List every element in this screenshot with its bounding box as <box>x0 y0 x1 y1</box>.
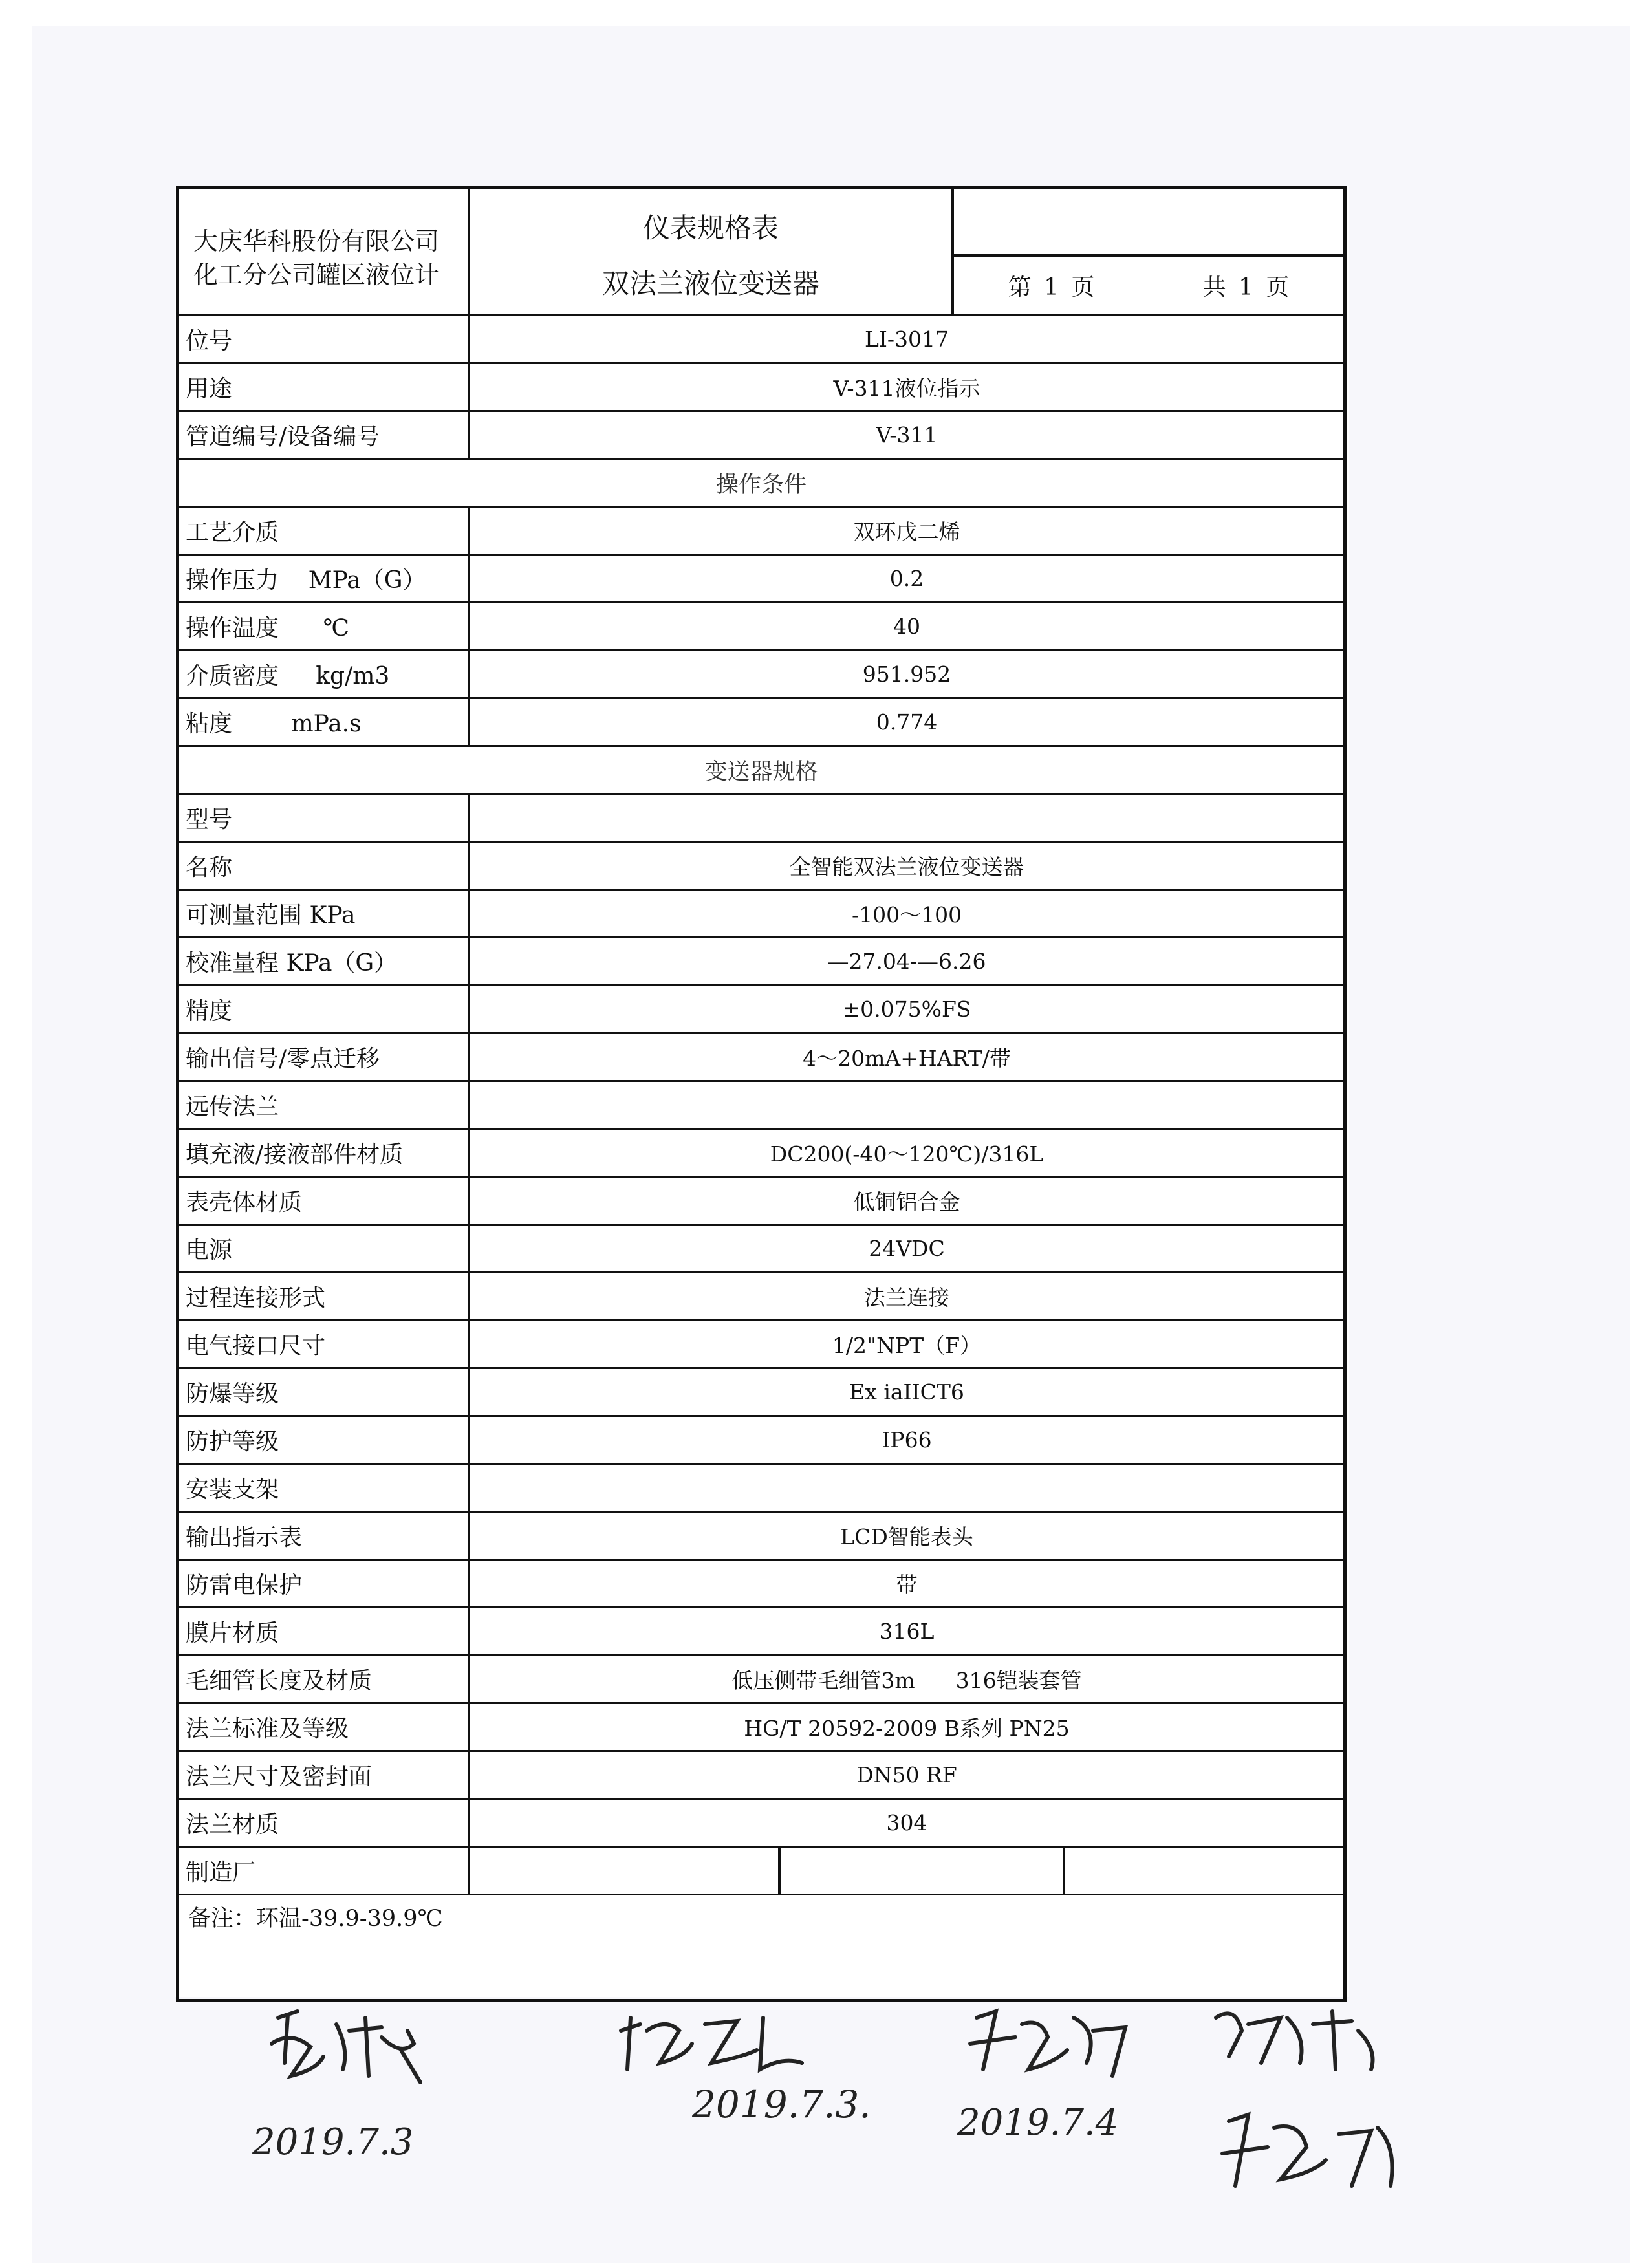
row-label: 粘度 mPa.s <box>179 699 470 745</box>
table-row <box>179 1561 1343 1608</box>
manufacturer-row <box>179 1848 1343 1895</box>
row-value: —27.04-—6.26 <box>827 949 986 974</box>
signature-1-date: 2019.7.3 <box>252 2121 414 2163</box>
row-label: 输出信号/零点迁移 <box>179 1034 470 1080</box>
row-value: V-311 <box>876 422 938 448</box>
page-cell <box>954 189 1343 314</box>
row-label: 电源 <box>179 1226 470 1271</box>
table-row <box>179 1034 1343 1082</box>
instrument-name: 双法兰液位变送器 <box>601 268 819 299</box>
row-value: 24VDC <box>869 1236 945 1261</box>
table-row <box>179 1178 1343 1226</box>
table-row <box>179 699 1343 747</box>
row-value: 法兰连接 <box>864 1285 949 1310</box>
table-row <box>179 1130 1343 1178</box>
row-value: DC200(-40～120℃)/316L <box>770 1141 1044 1167</box>
table-row <box>179 1082 1343 1130</box>
table-row <box>179 556 1343 603</box>
table-row <box>179 316 1343 364</box>
page-current: 第 1 页 <box>1008 274 1095 301</box>
operating-rows <box>179 508 1343 747</box>
row-label: 安装支架 <box>179 1465 470 1511</box>
row-value: ±0.075%FS <box>842 997 971 1022</box>
section-operating-conditions: 操作条件 <box>179 460 1343 508</box>
company-line-1: 大庆华科股份有限公司 <box>193 227 440 255</box>
row-label: 型号 <box>179 795 470 841</box>
signature-3-scribble <box>957 1992 1151 2089</box>
row-value: V-311液位指示 <box>833 376 980 401</box>
signature-2-scribble <box>608 1992 828 2082</box>
row-label: 电气接口尺寸 <box>179 1321 470 1367</box>
row-value: 双环戊二烯 <box>853 519 960 545</box>
table-row <box>179 1369 1343 1417</box>
title-cell <box>470 189 954 314</box>
row-label: 校准量程 KPa（G） <box>179 938 470 984</box>
transmitter-rows <box>179 795 1343 1848</box>
page-cell-blank <box>954 189 1343 257</box>
table-header <box>179 189 1343 316</box>
row-label: 防护等级 <box>179 1417 470 1463</box>
remarks: 备注：环温-39.9-39.9℃ <box>188 1906 443 1932</box>
table-row <box>179 1704 1343 1752</box>
row-value: 304 <box>886 1810 927 1835</box>
table-row <box>179 364 1343 412</box>
spec-table <box>176 186 1347 2002</box>
row-value: LI-3017 <box>864 327 949 352</box>
row-label: 法兰标准及等级 <box>179 1704 470 1750</box>
row-value: IP66 <box>882 1427 932 1453</box>
row-value: 951.952 <box>862 662 951 687</box>
row-value: DN50 RF <box>856 1762 957 1787</box>
table-row <box>179 603 1343 651</box>
company-line-2: 化工分公司罐区液位计 <box>193 261 440 289</box>
table-row <box>179 986 1343 1034</box>
row-label: 膜片材质 <box>179 1608 470 1654</box>
row-value: 0.774 <box>876 709 938 735</box>
table-row <box>179 1417 1343 1465</box>
page-numbers <box>954 257 1343 314</box>
table-row <box>179 412 1343 460</box>
row-label: 精度 <box>179 986 470 1032</box>
row-label: 位号 <box>179 316 470 362</box>
row-value <box>470 1465 1343 1511</box>
signature-2 <box>608 1992 871 2126</box>
row-label: 用途 <box>179 364 470 410</box>
table-row <box>179 1800 1343 1848</box>
table-row <box>179 1273 1343 1321</box>
company-cell <box>179 189 470 314</box>
row-value: HG/T 20592-2009 B系列 PN25 <box>744 1716 1070 1741</box>
table-row <box>179 891 1343 938</box>
row-value: 40 <box>893 614 920 639</box>
page-total: 共 1 页 <box>1202 274 1290 301</box>
signature-3-date: 2019.7.4 <box>957 2102 1119 2144</box>
row-label: 法兰尺寸及密封面 <box>179 1752 470 1798</box>
row-value: LCD智能表头 <box>840 1524 973 1550</box>
row-value <box>470 795 1343 841</box>
table-row <box>179 1513 1343 1561</box>
row-value: 316L <box>879 1619 935 1644</box>
table-row <box>179 843 1343 891</box>
table-row <box>179 1226 1343 1273</box>
row-label: 输出指示表 <box>179 1513 470 1559</box>
signature-4 <box>1203 1992 1436 2205</box>
row-label: 可测量范围 KPa <box>179 891 470 936</box>
table-row <box>179 795 1343 843</box>
signature-1 <box>252 1992 498 2163</box>
top-rows <box>179 316 1343 460</box>
row-value: -100～100 <box>851 902 962 927</box>
manufacturer-cell-2 <box>781 1848 1065 1894</box>
table-row <box>179 1465 1343 1513</box>
manufacturer-label: 制造厂 <box>179 1848 470 1894</box>
table-row <box>179 651 1343 699</box>
row-label: 法兰材质 <box>179 1800 470 1846</box>
row-label: 填充液/接液部件材质 <box>179 1130 470 1176</box>
row-value: 4～20mA+HART/带 <box>803 1046 1011 1071</box>
row-label: 毛细管长度及材质 <box>179 1656 470 1702</box>
signature-2-date: 2019.7.3. <box>692 2082 871 2126</box>
manufacturer-cell-3 <box>1065 1848 1343 1894</box>
row-label: 介质密度 kg/m3 <box>179 651 470 697</box>
row-label: 操作压力 MPa（G） <box>179 556 470 601</box>
row-label: 过程连接形式 <box>179 1273 470 1319</box>
row-value: 带 <box>896 1572 918 1597</box>
document-title: 仪表规格表 <box>642 212 779 244</box>
row-value: 低铜铝合金 <box>853 1189 960 1215</box>
row-label: 防爆等级 <box>179 1369 470 1415</box>
row-label: 操作温度 ℃ <box>179 603 470 649</box>
manufacturer-cell-1 <box>470 1848 781 1894</box>
section-transmitter-spec: 变送器规格 <box>179 747 1343 795</box>
table-row <box>179 1608 1343 1656</box>
row-value <box>470 1082 1343 1128</box>
signature-3 <box>957 1992 1151 2144</box>
table-row <box>179 938 1343 986</box>
row-label: 工艺介质 <box>179 508 470 554</box>
table-row <box>179 1321 1343 1369</box>
row-label: 远传法兰 <box>179 1082 470 1128</box>
signature-4-scribble <box>1203 1992 1436 2205</box>
table-row <box>179 508 1343 556</box>
row-value: 全智能双法兰液位变送器 <box>789 854 1024 880</box>
row-value: 0.2 <box>889 566 924 591</box>
row-label: 名称 <box>179 843 470 889</box>
row-label: 管道编号/设备编号 <box>179 412 470 458</box>
row-value: Ex iaIICT6 <box>849 1379 964 1405</box>
table-row <box>179 1752 1343 1800</box>
table-row <box>179 1656 1343 1704</box>
row-value: 1/2"NPT（F） <box>832 1333 982 1358</box>
row-label: 表壳体材质 <box>179 1178 470 1224</box>
row-value: 低压侧带毛细管3m 316铠装套管 <box>731 1668 1082 1693</box>
row-label: 防雷电保护 <box>179 1561 470 1606</box>
